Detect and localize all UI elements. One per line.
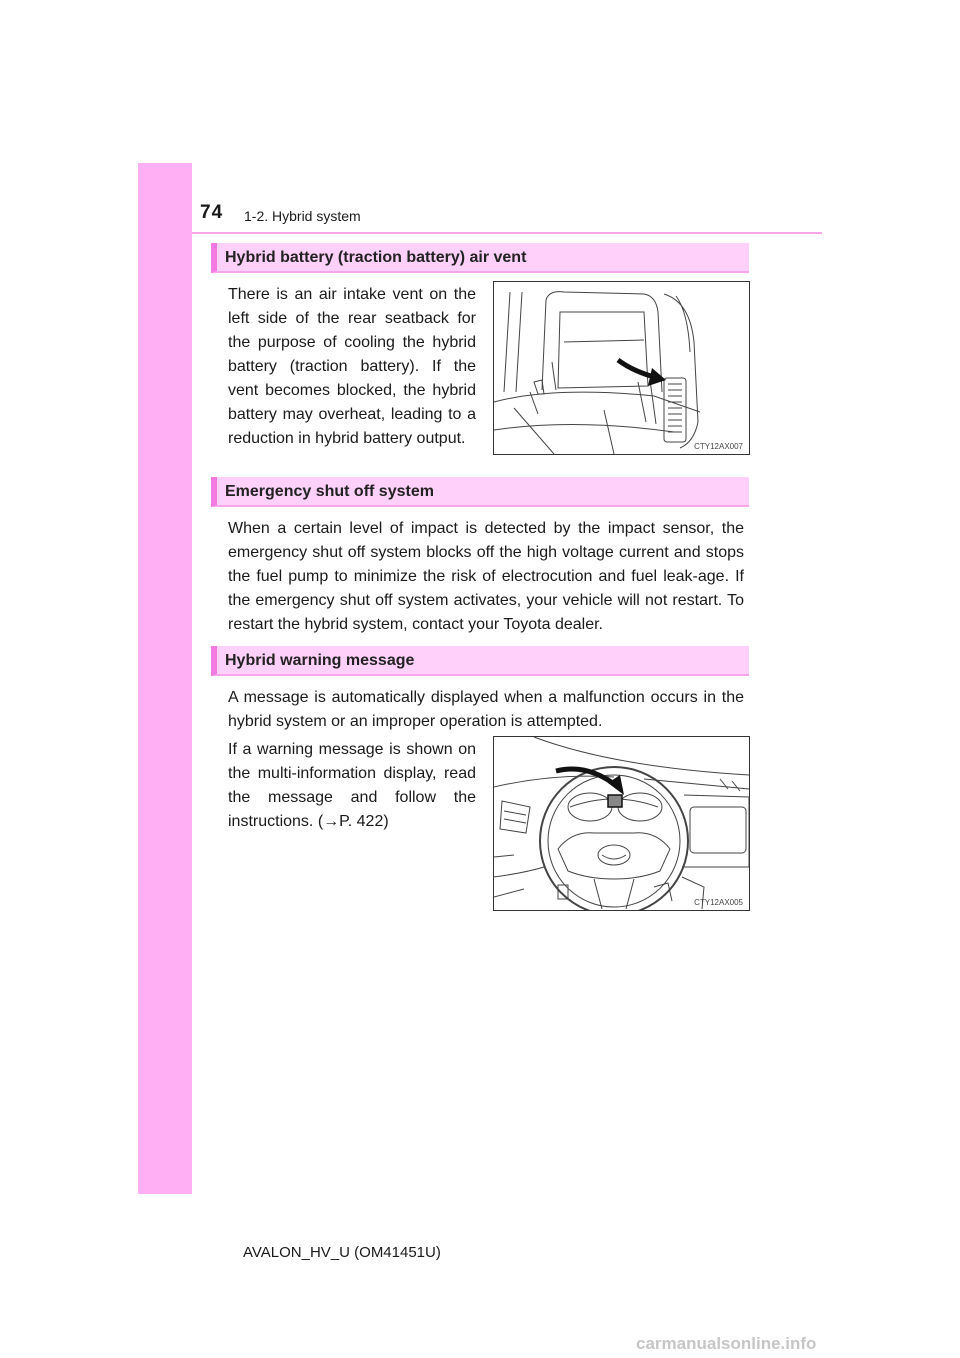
heading-air-vent [211, 243, 749, 273]
paragraph-emergency-shutoff: When a certain level of impact is detected by the impact sensor, the emergency shut off system blocks off the high voltage current and stops the fuel pump to minimize the risk of electrocution and fuel leak-age. If the emergency shut off system activates, your vehicle will not restart. To restart the hybrid system, contact your Toyota dealer. [228, 520, 744, 633]
figure-rear-seat-vent [493, 281, 750, 455]
figure-steering-display [493, 736, 750, 911]
heading-emergency-shutoff-label: Emergency shut off system [225, 483, 434, 500]
rear-seat-illustration [494, 282, 749, 454]
chapter-tab-bar [138, 163, 192, 1194]
header-rule [192, 232, 822, 234]
paragraph-warning-instructions: If a warning message is shown on the multi-information display, read the message and follow the instructions. (→P. 422) [228, 741, 476, 830]
heading-emergency-shutoff [211, 477, 749, 507]
footer-model: AVALON_HV_U (OM41451U) [243, 1244, 441, 1261]
page-number: 74 [200, 202, 224, 223]
heading-warning-message-label: Hybrid warning message [225, 652, 415, 669]
paragraph-warning-message: A message is automatically displayed when a malfunction occurs in the hybrid system or an improper operation is attempted. [228, 689, 744, 730]
figure-code: CTY12AX007 [694, 442, 743, 451]
watermark: carmanualsonline.info [636, 1334, 817, 1353]
dashboard-illustration [494, 737, 749, 910]
figure-code: CTY12AX005 [694, 898, 743, 907]
section-title: 1-2. Hybrid system [244, 208, 361, 224]
paragraph-air-vent: There is an air intake vent on the left side of the rear seatback for the purpose of cooling the hybrid battery (traction battery). If the vent becomes blocked, the hybrid battery may overheat, leading to a reduction in hybrid battery output. [228, 286, 476, 447]
heading-air-vent-label: Hybrid battery (traction battery) air vent [225, 249, 527, 266]
heading-warning-message [211, 646, 749, 676]
